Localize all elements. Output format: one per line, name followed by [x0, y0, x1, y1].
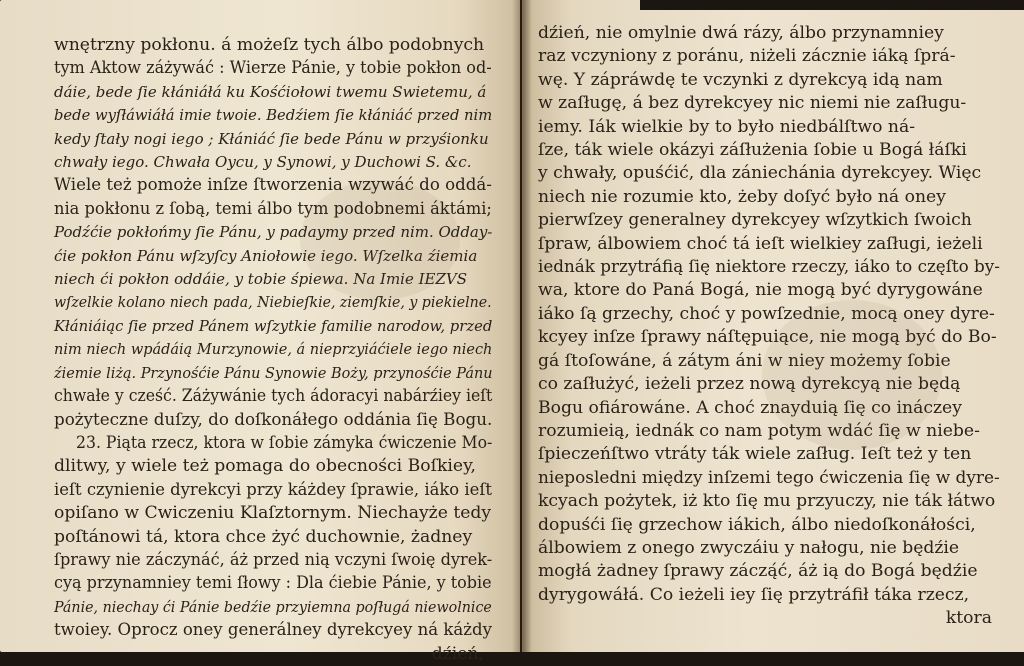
text-line: iáko ſą grzechy, choć y powſzednie, mocą oney dyre- [538, 303, 995, 324]
text-line: ſprawy nie záczynáć, áż przed nią vczyni ſwoię dyrek- [54, 549, 493, 570]
text-line: iemy. Iák wielkie by to było niedbálſtwo ná- [538, 116, 916, 137]
text-line: niech nie rozumie kto, żeby doſyć było ná oney [538, 186, 946, 207]
text-line: mogłá żadney ſprawy záczą́ć, áż ią do Bogá będźie [538, 561, 978, 582]
text-line: Kłániáiąc ſie przed Pánem wſzytkie familie narodow, przed [54, 316, 493, 335]
text-line: raz vczyniony z poránu, niżeli záczniе iáką ſprá- [538, 46, 956, 67]
page-top-shadow [640, 0, 1024, 10]
text-line: álbowiem z onego zwyczáiu y nałogu, nie będźie [538, 537, 960, 558]
paragraph-start-line: 23. Piąta rzecz, ktora w ſobie zámyka ćwiczenie Mo- [76, 432, 493, 453]
text-line: kedy ſtały nogi iego ; Kłániáć ſie bede Pánu w przyśionku [54, 129, 489, 148]
text-line: źiemie liżą. Przynośćie Pánu Synowie Boży, przynośćie Pánu [54, 363, 493, 382]
text-line: co zaſłużyć, ieżeli przez nową dyrekcyą nie będą [538, 374, 961, 395]
text-line: w zaſługę, á bez dyrekcyey nic niemi nie zaſługu- [538, 93, 967, 114]
text-line: dáie, bede ſie kłániáłá ku Kośćiołowi twemu Swietemu, á [54, 82, 487, 101]
text-line: nieposledni między inſzemi tego ćwiczenia ſię w dyre- [538, 467, 1000, 488]
text-line: ſpieczeńſtwo vtráty ták wiele zaſług. Ieſt też y ten [538, 444, 972, 465]
text-line: wa, ktore do Paná Bogá, nie mogą być dyrygowáne [538, 280, 983, 301]
text-line: pożyteczne duſzy, do doſkonáłego oddánia ſię Bogu. [54, 409, 493, 430]
text-line: kcyach pożytek, iż kto ſię mu przyuczy, nie ták łátwo [538, 491, 996, 512]
catchword: ktora [945, 608, 992, 629]
text-line: ćie pokłon Pánu wſzyſcy Aniołowie iego. Wſzelka źiemia [54, 246, 478, 265]
text-line: Pánie, niechay ći Pánie bedźie przyiemna poſługá niewolnice [54, 597, 492, 616]
text-line: ſpraw, álbowiem choć tá ieſt wielkiey zaſługi, ieżeli [538, 233, 983, 254]
text-line: opiſano w Cwiczeniu Klaſztornym. Niechayże tedy [54, 503, 492, 524]
text-line: gá ſtoſowáne, á zátym áni w niey możemy ſobie [538, 350, 951, 371]
text-line: y chwały, opuśćić, dla zániechánia dyrekcyey. Więc [538, 163, 982, 184]
text-line: Bogu ofiárowáne. A choć znayduią ſię co ináczey [538, 397, 962, 418]
text-line: chwały iego. Chwała Oycu, y Synowi, y Duchowi S. &c. [54, 153, 472, 172]
right-page [522, 0, 1024, 652]
text-line: nim niech wpádáią Murzynowie, á nieprzyiáćiele iego niech [54, 340, 493, 359]
text-line: niech ći pokłon oddáie, y tobie śpiewa. Na Imie IEZVS [54, 270, 468, 289]
text-line: wſzelkie kolano niech pada, Niebieſkie, ziemſkie, y piekielne. [54, 293, 492, 312]
text-line: nia pokłonu z ſobą, temi álbo tym podobnemi áktámi; [54, 198, 492, 219]
text-line: twoiey. Oprocz oney generálney dyrekcyey ná káżdy [54, 620, 492, 641]
text-line: poſtánowi tá, ktora chce żyć duchownie, żadney [54, 526, 473, 547]
text-line: wę. Y zápráwdę te vczynki z dyrekcyą idą nam [538, 69, 943, 90]
text-line: wnętrzny pokłonu. á możeſz tych álbo podobnych [54, 35, 485, 55]
text-line: iednák przytráfią ſię niektore rzeczy, iáko to częſto by- [538, 257, 1000, 278]
text-line: tym Aktow záżywáć : Wierze Pánie, y tobie pokłon od- [54, 58, 492, 79]
text-line: ieſt czynienie dyrekcyi przy káżdey ſprawie, iáko ieſt [54, 479, 492, 500]
text-line: ſze, ták wiele okázyi záſłużenia ſobie u Bogá łáſki [538, 140, 967, 161]
text-line: chwałe y cześć. Záżywánie tych ádoracyi nabárźiey ieſt [54, 386, 493, 407]
text-line: rozumieią, iednák co nam potym wdáć ſię w niebe- [538, 420, 980, 441]
text-line: dyrygowáłá. Co ieżeli iey ſię przytráfił táka rzecz, [538, 584, 970, 605]
text-line: bede wyſłáwiáłá imie twoie. Bedźiem ſie kłániáć przed nim [54, 106, 493, 125]
text-line: dźień, nie omylnie dwá rázy, álbo przynamniey [538, 23, 944, 43]
text-line: cyą przynamniey temi ſłowy : Dla ćiebie Pánie, y tobie [54, 573, 492, 594]
text-line: Podźćie pokłońmy ſie Pánu, y padaymy przed nim. Odday- [54, 223, 493, 242]
text-line: dlitwy, y wiele też pomaga do obecności Boſkiey, [54, 456, 476, 477]
text-line: kcyey inſze ſprawy náſtępuiące, nie mogą być do Bo- [538, 327, 997, 348]
text-line: Wiele też pomoże inſze ſtworzenia wzywáć do oddá- [54, 175, 492, 196]
book-gutter [512, 0, 532, 652]
text-line: pierwſzey generalney dyrekcyey wſzytkich ſwoich [538, 210, 972, 231]
text-line: dopuśći ſię grzechow iákich, álbo niedoſkonáłości, [538, 514, 976, 535]
catchword: dźień, [431, 643, 484, 664]
